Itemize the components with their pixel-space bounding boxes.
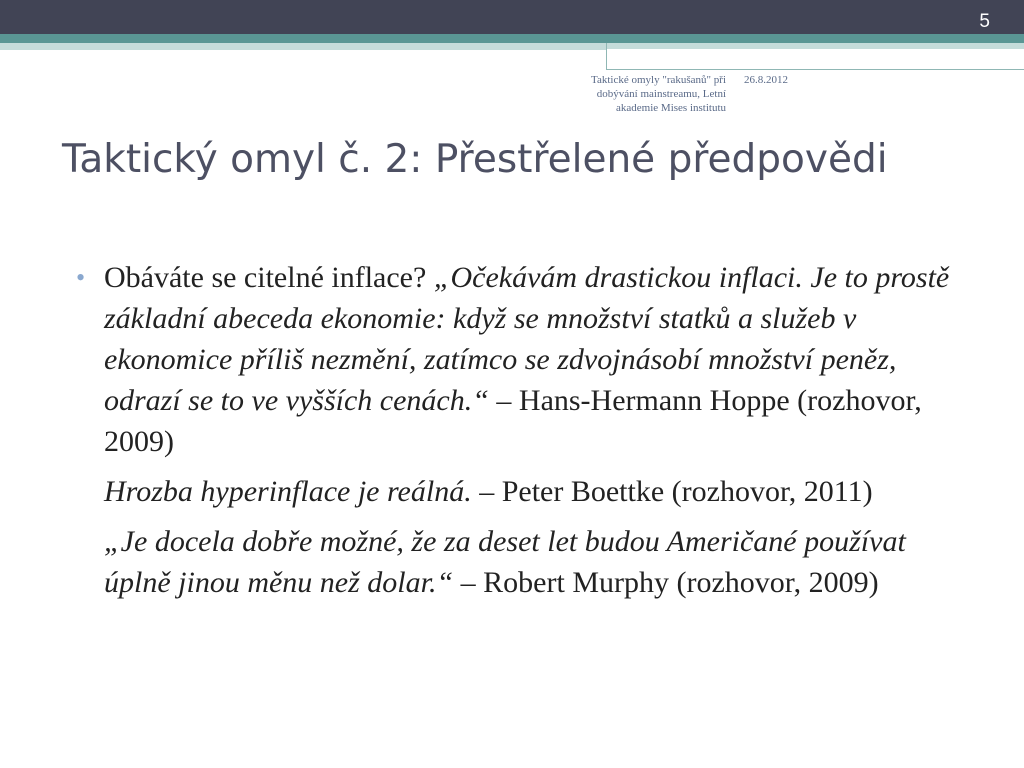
murphy-quote: „Je docela dobře možné, že za deset let budou Američané používat úplně jinou měnu než dolar.“: [104, 525, 906, 599]
footer-tab-fill: [607, 43, 1024, 49]
header-band: [0, 0, 1024, 34]
boettke-paragraph: [76, 471, 976, 512]
murphy-paragraph: [76, 521, 976, 603]
footer-date: 26.8.2012: [744, 74, 788, 86]
slide-title: Taktický omyl č. 2: Přestřelené předpovědi: [62, 137, 888, 182]
boettke-quote: Hrozba hyperinflace je reálná.: [104, 475, 472, 508]
bullet-dot-icon: •: [76, 263, 86, 292]
bullet-paragraph: [76, 257, 976, 462]
hoppe-attribution: – Hans-Hermann Hoppe (rozhovor, 2009): [104, 384, 922, 458]
boettke-attribution: – Peter Boettke (rozhovor, 2011): [471, 475, 873, 508]
slide-number: 5: [979, 11, 990, 32]
murphy-attribution: – Robert Murphy (rozhovor, 2009): [453, 566, 879, 599]
footer-tab-frame: [606, 43, 1024, 70]
question-text: Obáváte se citelné inflace?: [104, 261, 434, 294]
slide-body: [76, 257, 976, 612]
footer-presentation-title: Taktické omyly "rakušanů" při dobývání mainstreamu, Letní akademie Mises institutu: [591, 74, 726, 114]
hoppe-quote: „Očekávám drastickou inflaci. Je to prostě základní abeceda ekonomie: když se množství statků a služeb v ekonomice příliš nezmění, zatímco se zdvojnásobí množství peněz, odrazí se to ve vyšších cenách.“: [104, 261, 950, 417]
accent-stripe: [0, 34, 1024, 43]
